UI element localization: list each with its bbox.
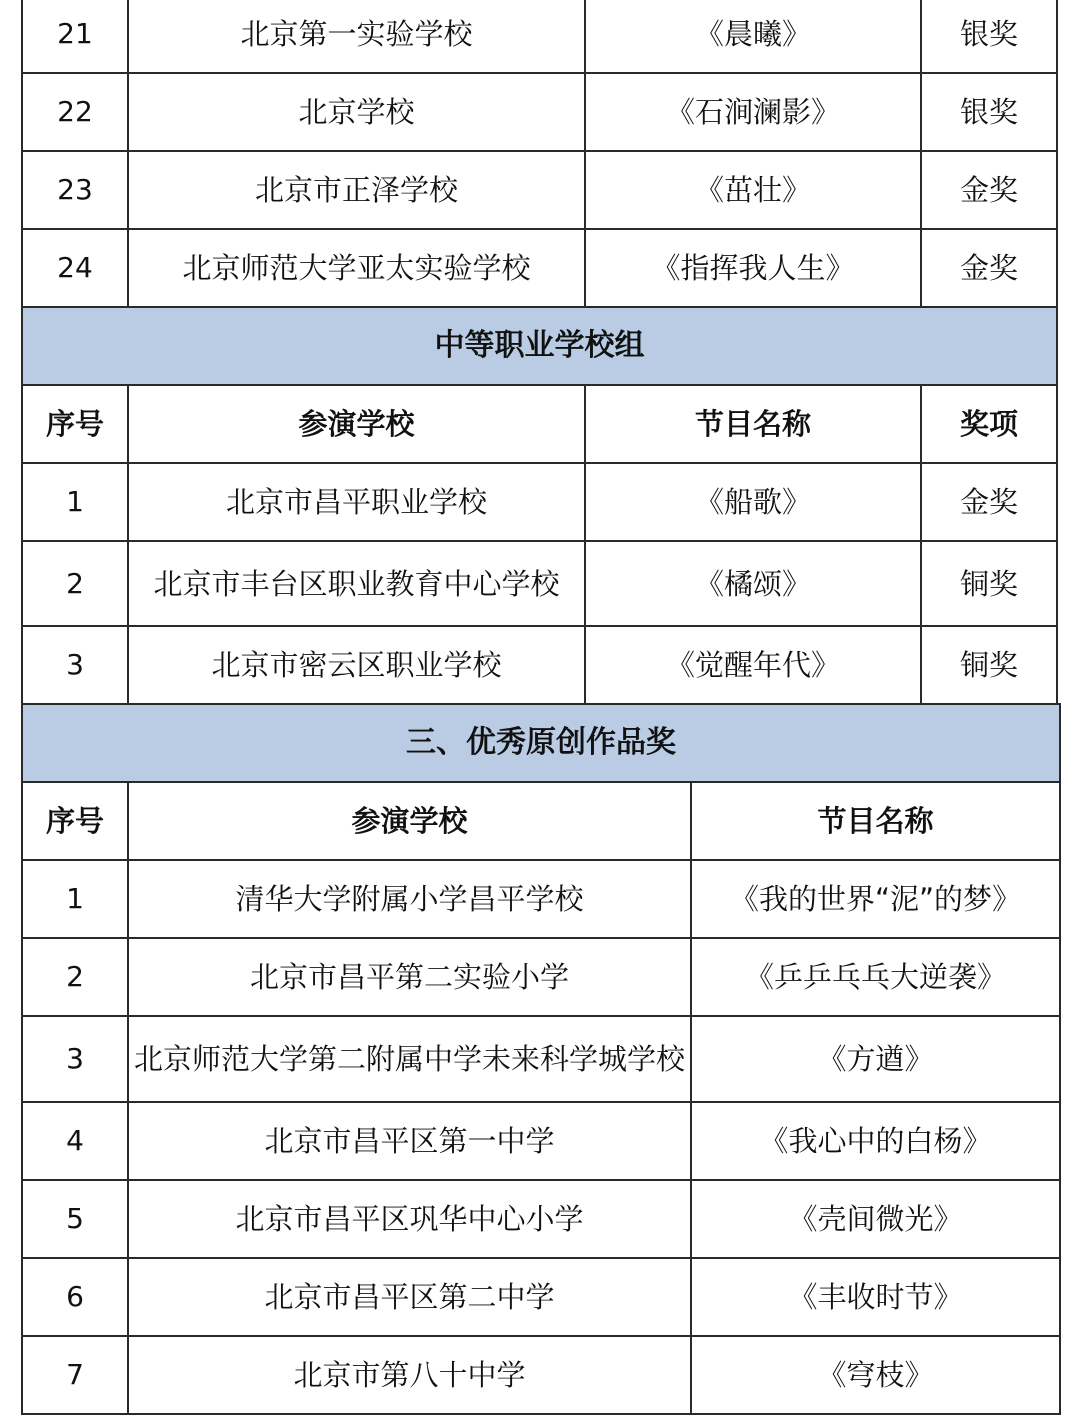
school-name: 北京第一实验学校 <box>128 0 585 73</box>
school-name: 清华大学附属小学昌平学校 <box>128 860 691 938</box>
school-name: 北京市密云区职业学校 <box>128 626 585 704</box>
table-row <box>22 1258 1060 1336</box>
table-row <box>22 1180 1060 1258</box>
school-name: 北京市正泽学校 <box>128 151 585 229</box>
school-name: 北京市昌平区第一中学 <box>128 1102 691 1180</box>
award-level: 金奖 <box>921 151 1057 229</box>
row-number: 2 <box>22 938 128 1016</box>
program-name: 《晨曦》 <box>585 0 921 73</box>
table-row <box>22 860 1060 938</box>
table-row <box>22 73 1057 151</box>
row-number: 21 <box>22 0 128 73</box>
row-number: 23 <box>22 151 128 229</box>
row-number: 3 <box>22 1016 128 1102</box>
school-name: 北京市丰台区职业教育中心学校 <box>128 541 585 626</box>
table-row <box>22 0 1057 73</box>
row-number: 22 <box>22 73 128 151</box>
section-header-row <box>22 307 1057 385</box>
table-row <box>22 626 1057 704</box>
award-level: 铜奖 <box>921 626 1057 704</box>
table-row <box>22 1016 1060 1102</box>
row-number: 24 <box>22 229 128 307</box>
school-name: 北京市昌平区巩华中心小学 <box>128 1180 691 1258</box>
row-number: 4 <box>22 1102 128 1180</box>
award-level: 银奖 <box>921 0 1057 73</box>
header-program: 节目名称 <box>691 782 1060 860</box>
award-level: 金奖 <box>921 229 1057 307</box>
column-header-row <box>22 782 1060 860</box>
header-school: 参演学校 <box>128 385 585 463</box>
school-name: 北京师范大学第二附属中学未来科学城学校 <box>128 1016 691 1102</box>
row-number: 6 <box>22 1258 128 1336</box>
school-name: 北京市昌平区第二中学 <box>128 1258 691 1336</box>
header-number: 序号 <box>22 782 128 860</box>
program-name: 《乒乒乓乓大逆袭》 <box>691 938 1060 1016</box>
header-program: 节目名称 <box>585 385 921 463</box>
table-row <box>22 1102 1060 1180</box>
school-name: 北京市第八十中学 <box>128 1336 691 1414</box>
school-name: 北京学校 <box>128 73 585 151</box>
table-row <box>22 229 1057 307</box>
awards-table <box>21 0 1058 705</box>
program-name: 《方遒》 <box>691 1016 1060 1102</box>
program-name: 《丰收时节》 <box>691 1258 1060 1336</box>
header-award: 奖项 <box>921 385 1057 463</box>
original-works-table <box>21 703 1061 1415</box>
section-title: 中等职业学校组 <box>22 307 1057 385</box>
header-number: 序号 <box>22 385 128 463</box>
header-school: 参演学校 <box>128 782 691 860</box>
program-name: 《我的世界“泥”的梦》 <box>691 860 1060 938</box>
row-number: 3 <box>22 626 128 704</box>
row-number: 1 <box>22 463 128 541</box>
table-row <box>22 1336 1060 1414</box>
program-name: 《茁壮》 <box>585 151 921 229</box>
section-header-row <box>22 704 1060 782</box>
school-name: 北京市昌平职业学校 <box>128 463 585 541</box>
program-name: 《橘颂》 <box>585 541 921 626</box>
table-row <box>22 463 1057 541</box>
table-row <box>22 541 1057 626</box>
program-name: 《穹枝》 <box>691 1336 1060 1414</box>
award-level: 银奖 <box>921 73 1057 151</box>
program-name: 《觉醒年代》 <box>585 626 921 704</box>
program-name: 《壳间微光》 <box>691 1180 1060 1258</box>
school-name: 北京师范大学亚太实验学校 <box>128 229 585 307</box>
award-level: 铜奖 <box>921 541 1057 626</box>
row-number: 1 <box>22 860 128 938</box>
row-number: 5 <box>22 1180 128 1258</box>
program-name: 《我心中的白杨》 <box>691 1102 1060 1180</box>
column-header-row <box>22 385 1057 463</box>
table-row <box>22 938 1060 1016</box>
program-name: 《指挥我人生》 <box>585 229 921 307</box>
school-name: 北京市昌平第二实验小学 <box>128 938 691 1016</box>
award-level: 金奖 <box>921 463 1057 541</box>
row-number: 7 <box>22 1336 128 1414</box>
row-number: 2 <box>22 541 128 626</box>
section-title: 三、优秀原创作品奖 <box>22 704 1060 782</box>
program-name: 《船歌》 <box>585 463 921 541</box>
table-row <box>22 151 1057 229</box>
program-name: 《石涧澜影》 <box>585 73 921 151</box>
